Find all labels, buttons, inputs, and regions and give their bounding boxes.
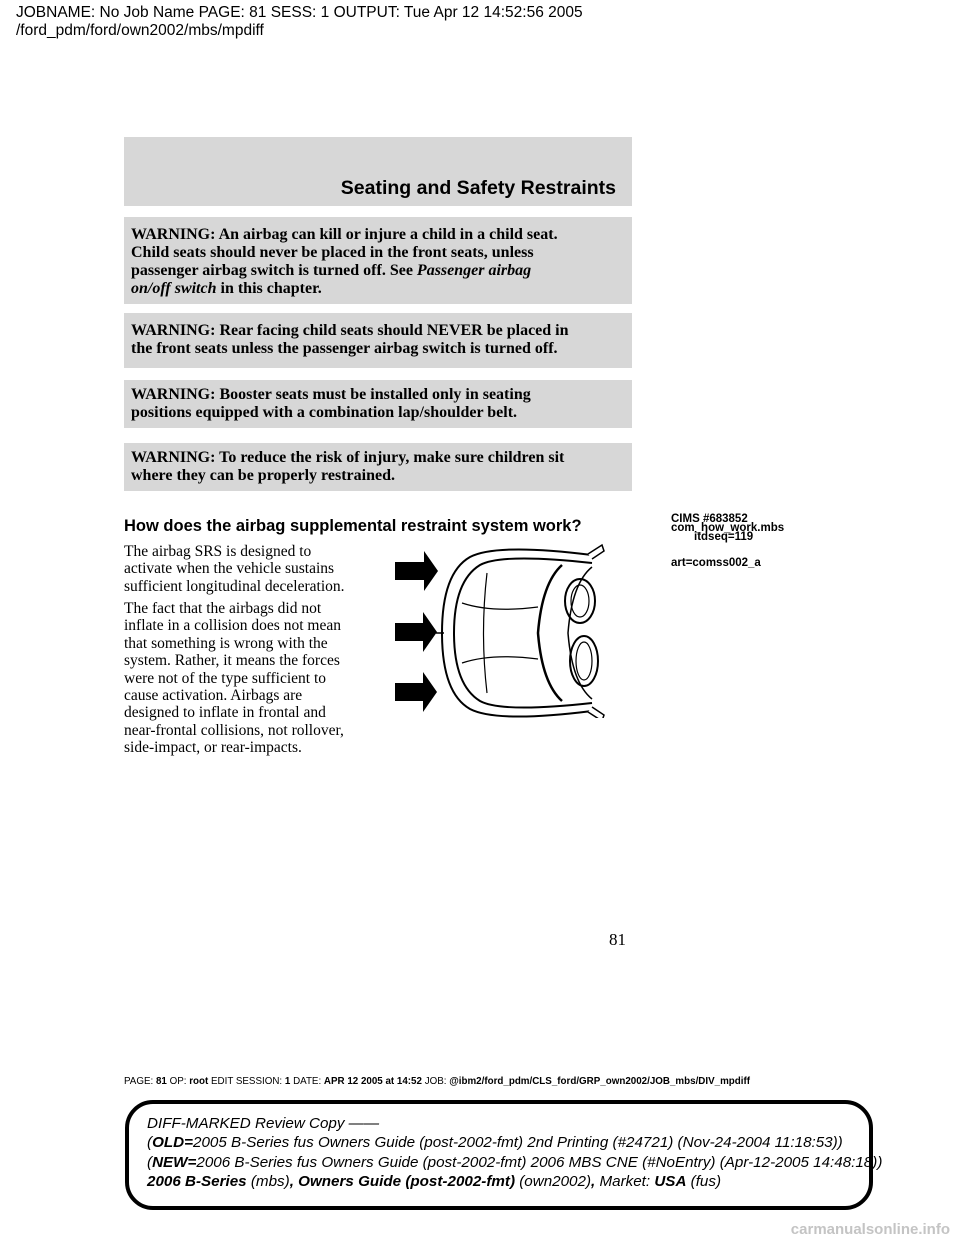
review-market-label: Market: bbox=[599, 1172, 651, 1190]
cims-file: com_how_work.mbs bbox=[671, 522, 785, 534]
cims-number: CIMS #683852 bbox=[671, 513, 748, 525]
car-front-impact-illustration bbox=[392, 543, 632, 718]
warning-box-4 bbox=[124, 443, 632, 491]
warning-line: Child seats should never be placed in the front seats, unless bbox=[131, 244, 534, 261]
warning-box-1 bbox=[124, 217, 632, 304]
warning-line: WARNING: Rear facing child seats should NEVER be placed in bbox=[131, 322, 569, 339]
footer-label: OP: bbox=[169, 1076, 187, 1087]
paragraph-line: inflate in a collision does not mean bbox=[124, 617, 341, 635]
warning-line: WARNING: An airbag can kill or injure a child in a child seat. bbox=[131, 226, 558, 243]
paragraph-line: side-impact, or rear-impacts. bbox=[124, 739, 302, 757]
warning-ref-em: Passenger airbag bbox=[416, 262, 532, 279]
review-model-code: (mbs) bbox=[250, 1172, 290, 1190]
review-old-label: OLD= bbox=[152, 1134, 193, 1152]
review-model: 2006 B-Series bbox=[147, 1172, 247, 1190]
paragraph-2 bbox=[124, 600, 374, 757]
impact-arrow-icon bbox=[395, 672, 437, 712]
paragraph-line: The fact that the airbags did not bbox=[124, 600, 322, 617]
footer-value: @ibm2/ford_pdm/CLS_ford/GRP_own2002/JOB_mbs/DIV_mpdiff bbox=[449, 1076, 750, 1087]
warning-line: WARNING: Booster seats must be installed only in seating bbox=[131, 386, 531, 403]
warning-line: positions equipped with a combination lap/shoulder belt. bbox=[131, 404, 518, 421]
paragraph-line: that something is wrong with the bbox=[124, 634, 328, 652]
section-header-bar bbox=[124, 137, 632, 206]
warning-line: WARNING: To reduce the risk of injury, make sure children sit bbox=[131, 449, 565, 466]
paragraph-line: system. Rather, it means the forces bbox=[124, 652, 340, 670]
cims-metadata bbox=[671, 515, 784, 542]
impact-arrow-icon bbox=[395, 612, 437, 652]
warning-line: where they can be properly restrained. bbox=[131, 467, 395, 484]
review-new-label: NEW= bbox=[152, 1153, 197, 1171]
review-new-line: (NEW=2006 B-Series fus Owners Guide (post-2002-fmt) 2006 MBS CNE (#NoEntry) (Apr-12-2005 14:48:18)) bbox=[147, 1153, 883, 1171]
paragraph-1 bbox=[124, 543, 374, 595]
footer-label: DATE: bbox=[293, 1076, 322, 1087]
paragraph-line: designed to inflate in frontal and bbox=[124, 704, 326, 722]
warning-box-2 bbox=[124, 313, 632, 368]
footer-label: JOB: bbox=[424, 1076, 447, 1087]
footer-value: APR 12 2005 at 14:52 bbox=[323, 1076, 422, 1087]
car-top-view-icon bbox=[436, 545, 604, 718]
diff-review-box bbox=[125, 1100, 883, 1210]
print-footer bbox=[124, 1076, 750, 1087]
footer-label: EDIT SESSION: bbox=[211, 1076, 283, 1087]
review-title: DIFF-MARKED Review Copy —— bbox=[147, 1115, 380, 1132]
section-heading: How does the airbag supplemental restraint system work? bbox=[124, 517, 582, 535]
paragraph-line: were not of the type sufficient to bbox=[124, 669, 327, 687]
paragraph-line: activate when the vehicle sustains bbox=[124, 560, 335, 578]
art-reference: art=comss002_a bbox=[671, 557, 761, 569]
warning-line bbox=[131, 280, 622, 298]
review-old-text: 2005 B-Series fus Owners Guide (post-2002-fmt) 2nd Printing (#24721) (Nov-24-2004 11:18:53)) bbox=[193, 1134, 843, 1152]
paragraph-line: near-frontal collisions, not rollover, bbox=[124, 721, 344, 739]
warning-text: passenger airbag switch is turned off. See bbox=[131, 262, 417, 279]
footer-value: root bbox=[189, 1076, 209, 1087]
footer-value: 81 bbox=[155, 1076, 167, 1087]
review-market: USA bbox=[654, 1172, 687, 1190]
job-header-line1: JOBNAME: No Job Name PAGE: 81 SESS: 1 OUTPUT: Tue Apr 12 14:52:56 2005 bbox=[16, 4, 583, 21]
cims-seq: itdseq=119 bbox=[694, 531, 754, 543]
review-summary-line: 2006 B-Series (mbs), Owners Guide (post-2002-fmt) (own2002), Market: USA (fus) bbox=[147, 1172, 722, 1190]
watermark: carmanualsonline.info bbox=[790, 1221, 950, 1238]
footer-label: PAGE: bbox=[124, 1076, 154, 1087]
job-header bbox=[16, 4, 583, 40]
review-market-code: (fus) bbox=[690, 1172, 722, 1190]
warning-line: the front seats unless the passenger airbag switch is turned off. bbox=[131, 340, 558, 357]
warning-ref-em: on/off switch bbox=[131, 280, 217, 297]
job-header-line2: /ford_pdm/ford/own2002/mbs/mpdiff bbox=[16, 22, 264, 39]
review-guide-code: (own2002) bbox=[519, 1172, 592, 1190]
review-old-line: (OLD=2005 B-Series fus Owners Guide (post-2002-fmt) 2nd Printing (#24721) (Nov-24-2004 11:18:53)) bbox=[147, 1134, 843, 1152]
section-title: Seating and Safety Restraints bbox=[340, 177, 616, 199]
warning-line bbox=[131, 262, 622, 280]
page-number: 81 bbox=[609, 930, 626, 949]
review-new-text: 2006 B-Series fus Owners Guide (post-2002-fmt) 2006 MBS CNE (#NoEntry) (Apr-12-2005 14:48:18)) bbox=[196, 1153, 883, 1171]
review-guide: Owners Guide (post-2002-fmt) bbox=[298, 1172, 516, 1190]
paragraph-line: The airbag SRS is designed to bbox=[124, 543, 312, 560]
footer-value: 1 bbox=[284, 1076, 291, 1087]
warning-text: in this chapter. bbox=[216, 280, 322, 297]
paragraph-line: cause activation. Airbags are bbox=[124, 687, 303, 705]
paragraph-line: sufficient longitudinal deceleration. bbox=[124, 577, 345, 595]
warning-box-3 bbox=[124, 380, 632, 428]
impact-arrow-icon bbox=[395, 551, 438, 591]
